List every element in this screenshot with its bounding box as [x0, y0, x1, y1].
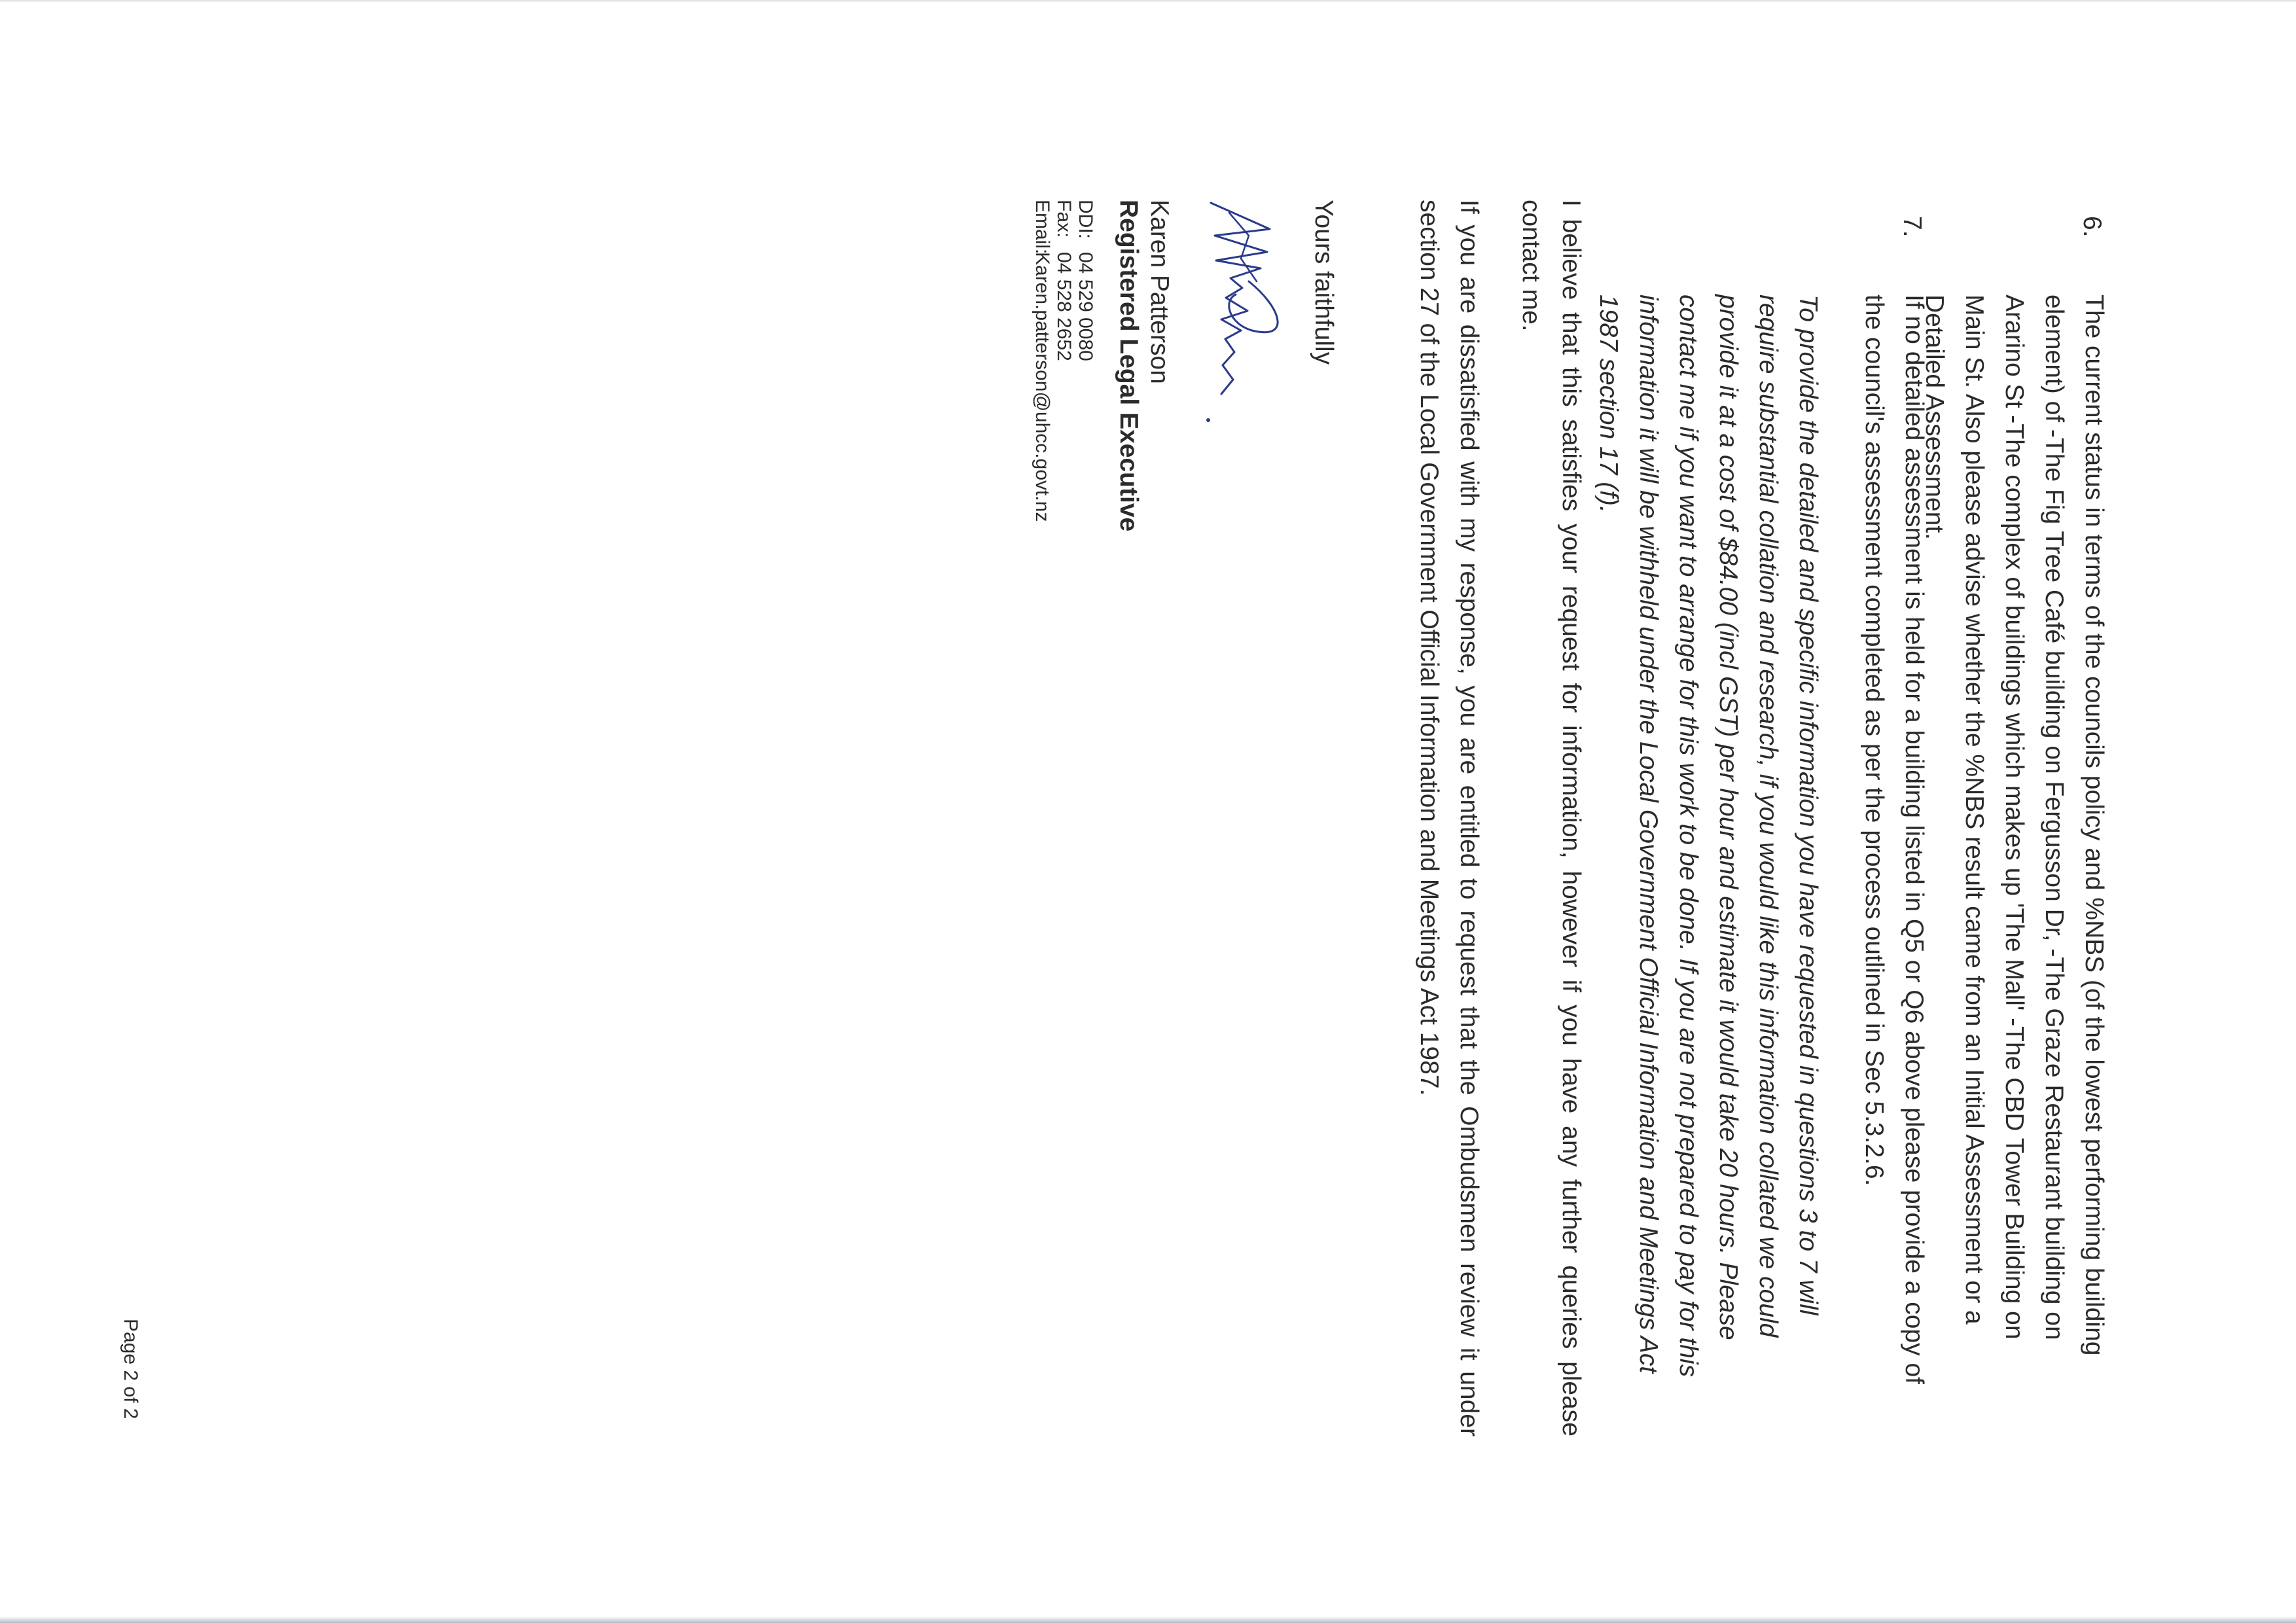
satisfied-paragraph: I believe that this satisfies your request for information, however if you have any further queries please contact me. [1517, 200, 1585, 1436]
item-7-text: If no detailed assessment is held for a building listed in Q5 or Q6 above please provide a copy of the council's assessment completed as per the process outlined in Sec 5.3.2.6. [1860, 294, 1928, 1384]
item-6-number: 6. [2078, 216, 2106, 238]
email-label: Email: [1031, 200, 1053, 255]
contact-email [1031, 200, 1053, 522]
contact-ddi [1074, 200, 1096, 361]
fax-value: 04 528 2652 [1053, 252, 1075, 361]
ombudsmen-paragraph: If you are dissatisfied with my response, you are entitled to request that the Ombudsmen review it under section 27 of the Local Government Official Information and Meetings Act 1987. [1415, 200, 1483, 1436]
item-7-number: 7. [1898, 216, 1926, 238]
item-6-text: The current status in terms of the councils policy and %NBS (of the lowest performing building element) of -The Fig Tree Café building on Fergusson Dr, -The Graze Restaurant building on Ararino St -The complex of buildings which makes up 'The Mall' -The CBD Tower Building on Main St. Also please advise whether the %NBS result came from an Initial Assessment or a Detailed Assessment. [1920, 294, 2108, 1356]
contact-fax [1052, 200, 1075, 361]
signatory-name: Karen Patterson [1145, 200, 1174, 384]
closing-line: Yours faithfully [1310, 200, 1338, 365]
cost-response-text: To provide the detailed and specific information you have requested in questions 3 to 7 will require substantial collation and research, if you would like this information collated we could provide it at a cost of $84.00 (incl GST) per hour and estimate it would take 20 hours. Please contact me if you want to arrange for this work to be done. If you are not prepared to pay for this information it will be withheld under the Local Government Official Information and Meetings Act 1987 section 17 (f). [1594, 294, 1822, 1378]
fax-label: Fax: [1053, 200, 1075, 238]
ddi-value: 04 529 0080 [1075, 252, 1096, 361]
page-number: Page 2 of 2 [120, 1319, 141, 1419]
ddi-label: DDI: [1075, 200, 1096, 239]
signatory-title: Registered Legal Executive [1115, 200, 1143, 532]
email-value: Karen.patterson@uhcc.govt.nz [1031, 252, 1053, 522]
signature-image [1190, 190, 1288, 465]
